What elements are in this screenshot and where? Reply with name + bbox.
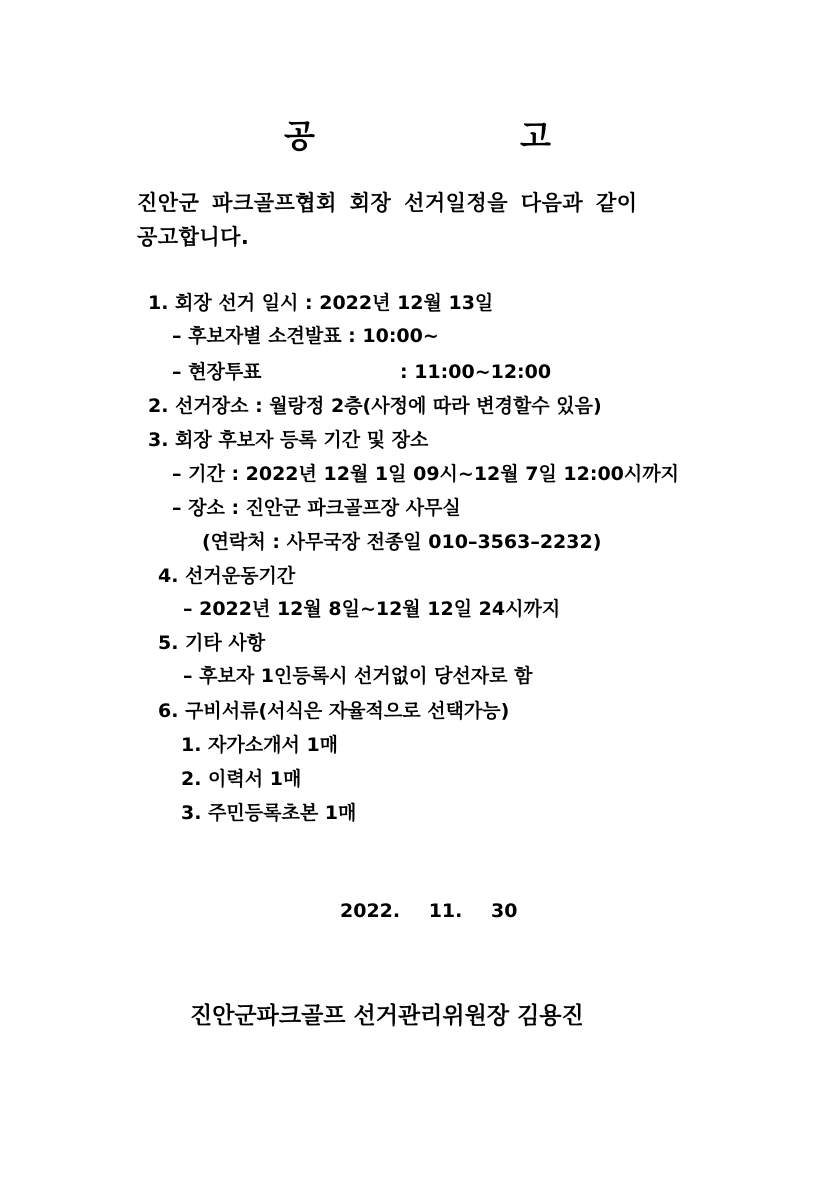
item-6-doc-2: 2. 이력서 1매 [181, 768, 302, 790]
notice-date: 2022. 11. 30 [340, 900, 518, 922]
item-5-other-note: – 후보자 1인등록시 선거없이 당선자로 함 [183, 665, 533, 687]
item-6-doc-1: 1. 자가소개서 1매 [181, 734, 339, 756]
intro-line-2: 공고합니다. [137, 225, 250, 249]
item-6-documents: 6. 구비서류(서식은 자율적으로 선택가능) [158, 700, 510, 722]
item-6-doc-3: 3. 주민등록초본 1매 [181, 802, 357, 824]
document-title [0, 112, 835, 162]
item-1-voting-time [172, 359, 551, 385]
item-3-period: – 기간 : 2022년 12월 1일 09시~12월 7일 12:00시까지 [172, 463, 679, 485]
voting-value: : 11:00~12:00 [400, 361, 552, 383]
signer-name: 진안군파크골프 선거관리위원장 김용진 [190, 1003, 584, 1029]
item-4-campaign-period: 4. 선거운동기간 [158, 565, 296, 587]
voting-label: – 현장투표 [172, 361, 262, 383]
intro-paragraph [137, 186, 777, 254]
item-3-contact: (연락처 : 사무국장 전종일 010–3563–2232) [202, 531, 602, 553]
title-char-1: 공 [284, 117, 315, 155]
title-char-2: 고 [520, 117, 551, 155]
item-2-venue: 2. 선거장소 : 월랑정 2층(사정에 따라 변경할수 있음) [148, 395, 602, 417]
item-1-election-date: 1. 회장 선거 일시 : 2022년 12월 13일 [148, 292, 494, 314]
item-3-place: – 장소 : 진안군 파크골프장 사무실 [172, 497, 461, 519]
item-3-registration: 3. 회장 후보자 등록 기간 및 장소 [148, 429, 429, 451]
item-4-campaign-dates: – 2022년 12월 8일~12월 12일 24시까지 [183, 598, 561, 620]
item-1-speech-time: – 후보자별 소견발표 : 10:00~ [172, 325, 439, 347]
intro-line-1: 진안군 파크골프협회 회장 선거일정을 다음과 같이 [137, 191, 638, 215]
item-5-other: 5. 기타 사항 [158, 632, 266, 654]
